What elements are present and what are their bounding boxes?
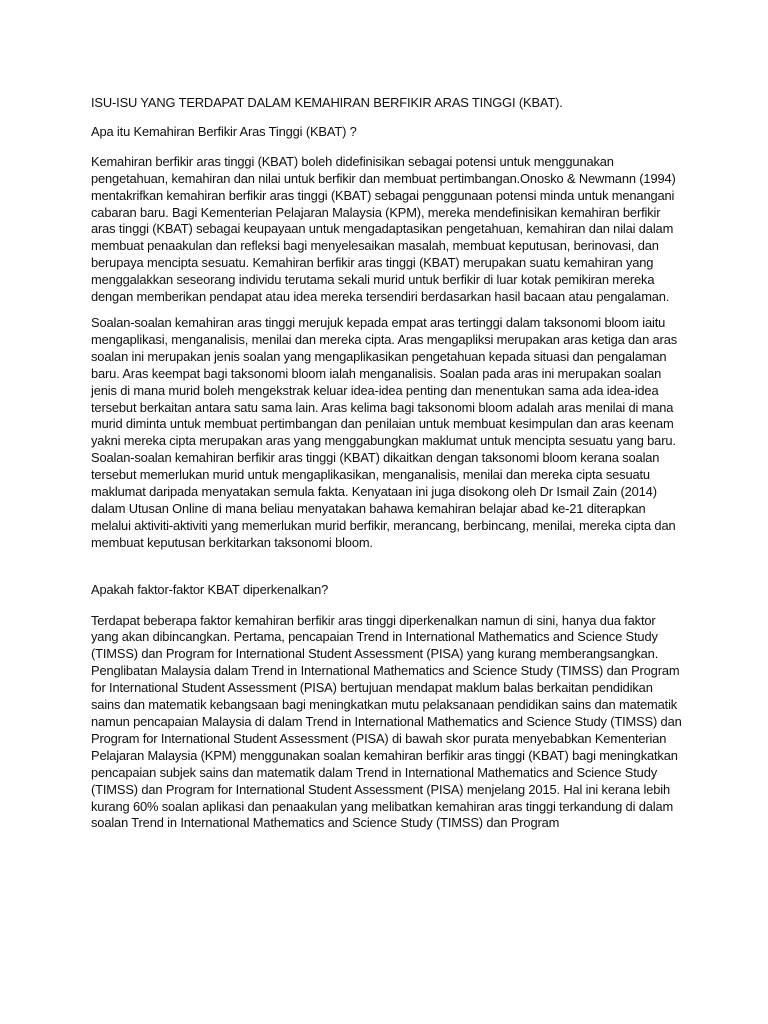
paragraph-3: Terdapat beberapa faktor kemahiran berfikir aras tinggi diperkenalkan namun di sini, hanya dua faktor yang akan dibincangkan. Pertama, pencapaian Trend in International Mathematics and Science Study (TIMSS) dan Program for International Student Assessment (PISA) yang kurang memberangsangkan. Penglibatan Malaysia dalam Trend in International Mathematics and Science Study (TIMSS) dan Program for International Student Assessment (PISA) bertujuan mendapat maklum balas berkaitan pendidikan sains dan matematik kebangsaan bagi meningkatkan mutu pelaksanaan pendidikan sains dan matematik namun pencapaian Malaysia di dalam Trend in International Mathematics and Science Study (TIMSS) dan Program for International Student Assessment (PISA) di bawah skor purata menyebabkan Kementerian Pelajaran Malaysia (KPM) menggunakan soalan kemahiran berfikir aras tinggi (KBAT) bagi meningkatkan pencapaian subjek sains dan matematik dalam Trend in International Mathematics and Science Study (TIMSS) dan Program for International Student Assessment (PISA) menjelang 2015. Hal ini kerana lebih kurang 60% soalan aplikasi dan penaakulan yang melibatkan kemahiran aras tinggi terkandung di dalam soalan Trend in International Mathematics and Science Study (TIMSS) dan Program	[91, 612, 682, 831]
question-heading-1: Apa itu Kemahiran Berfikir Aras Tinggi (KBAT) ?	[91, 123, 357, 139]
paragraph-2: Soalan-soalan kemahiran aras tinggi merujuk kepada empat aras tertinggi dalam taksonomi bloom iaitu mengaplikasi, menganalisis, menilai dan mereka cipta. Aras mengapliksi merupakan aras ketiga dan aras soalan ini merupakan jenis soalan yang mengaplikasikan pengetahuan kepada situasi dan pengalaman baru. Aras keempat bagi taksonomi bloom ialah menganalisis. Soalan pada aras ini merupakan soalan jenis di mana murid boleh mengekstrak keluar idea-idea penting dan menentukan sama ada idea-idea tersebut berkaitan antara satu sama lain. Aras kelima bagi taksonomi bloom adalah aras menilai di mana murid diminta untuk membuat pertimbangan dan penilaian untuk membuat kesimpulan dan aras keenam yakni mereka cipta merupakan aras yang menggabungkan maklumat untuk mencipta sesuatu yang baru. Soalan-soalan kemahiran berfikir aras tinggi (KBAT) dikaitkan dengan taksonomi bloom kerana soalan tersebut memerlukan murid untuk mengaplikasikan, menganalisis, menilai dan mereka cipta sesuatu maklumat daripada menyatakan semula fakta. Kenyataan ini juga disokong oleh Dr Ismail Zain (2014) dalam Utusan Online di mana beliau menyatakan bahawa kemahiran belajar abad ke-21 diterapkan melalui aktiviti-aktiviti yang memerlukan murid berfikir, merancang, berbincang, menilai, mereka cipta dan membuat keputusan berkitarkan taksonomi bloom.	[91, 314, 678, 550]
paragraph-1: Kemahiran berfikir aras tinggi (KBAT) boleh didefinisikan sebagai potensi untuk menggunakan pengetahuan, kemahiran dan nilai untuk berfikir dan membuat pertimbangan.Onosko & Newmann (1994) mentakrifkan kemahiran berfikir aras tinggi (KBAT) sebagai penggunaan potensi minda untuk menangani cabaran baru. Bagi Kementerian Pelajaran Malaysia (KPM), mereka mendefinisikan kemahiran berfikir aras tinggi (KBAT) sebagai keupayaan untuk mengadaptasikan pengetahuan, kemahiran dan nilai dalam membuat penaakulan dan refleksi bagi menyelesaikan masalah, membuat keputusan, berinovasi, dan berupaya mencipta sesuatu. Kemahiran berfikir aras tinggi (KBAT) merupakan suatu kemahiran yang menggalakkan seseorang individu terutama sekali murid untuk berfikir di luar kotak pemikiran mereka dengan memberikan pendapat atau idea mereka tersendiri berdasarkan hasil bacaan atau pengalaman.	[91, 153, 676, 305]
question-heading-2: Apakah faktor-faktor KBAT diperkenalkan?	[91, 581, 329, 597]
document-title: ISU-ISU YANG TERDAPAT DALAM KEMAHIRAN BERFIKIR ARAS TINGGI (KBAT).	[91, 95, 563, 110]
